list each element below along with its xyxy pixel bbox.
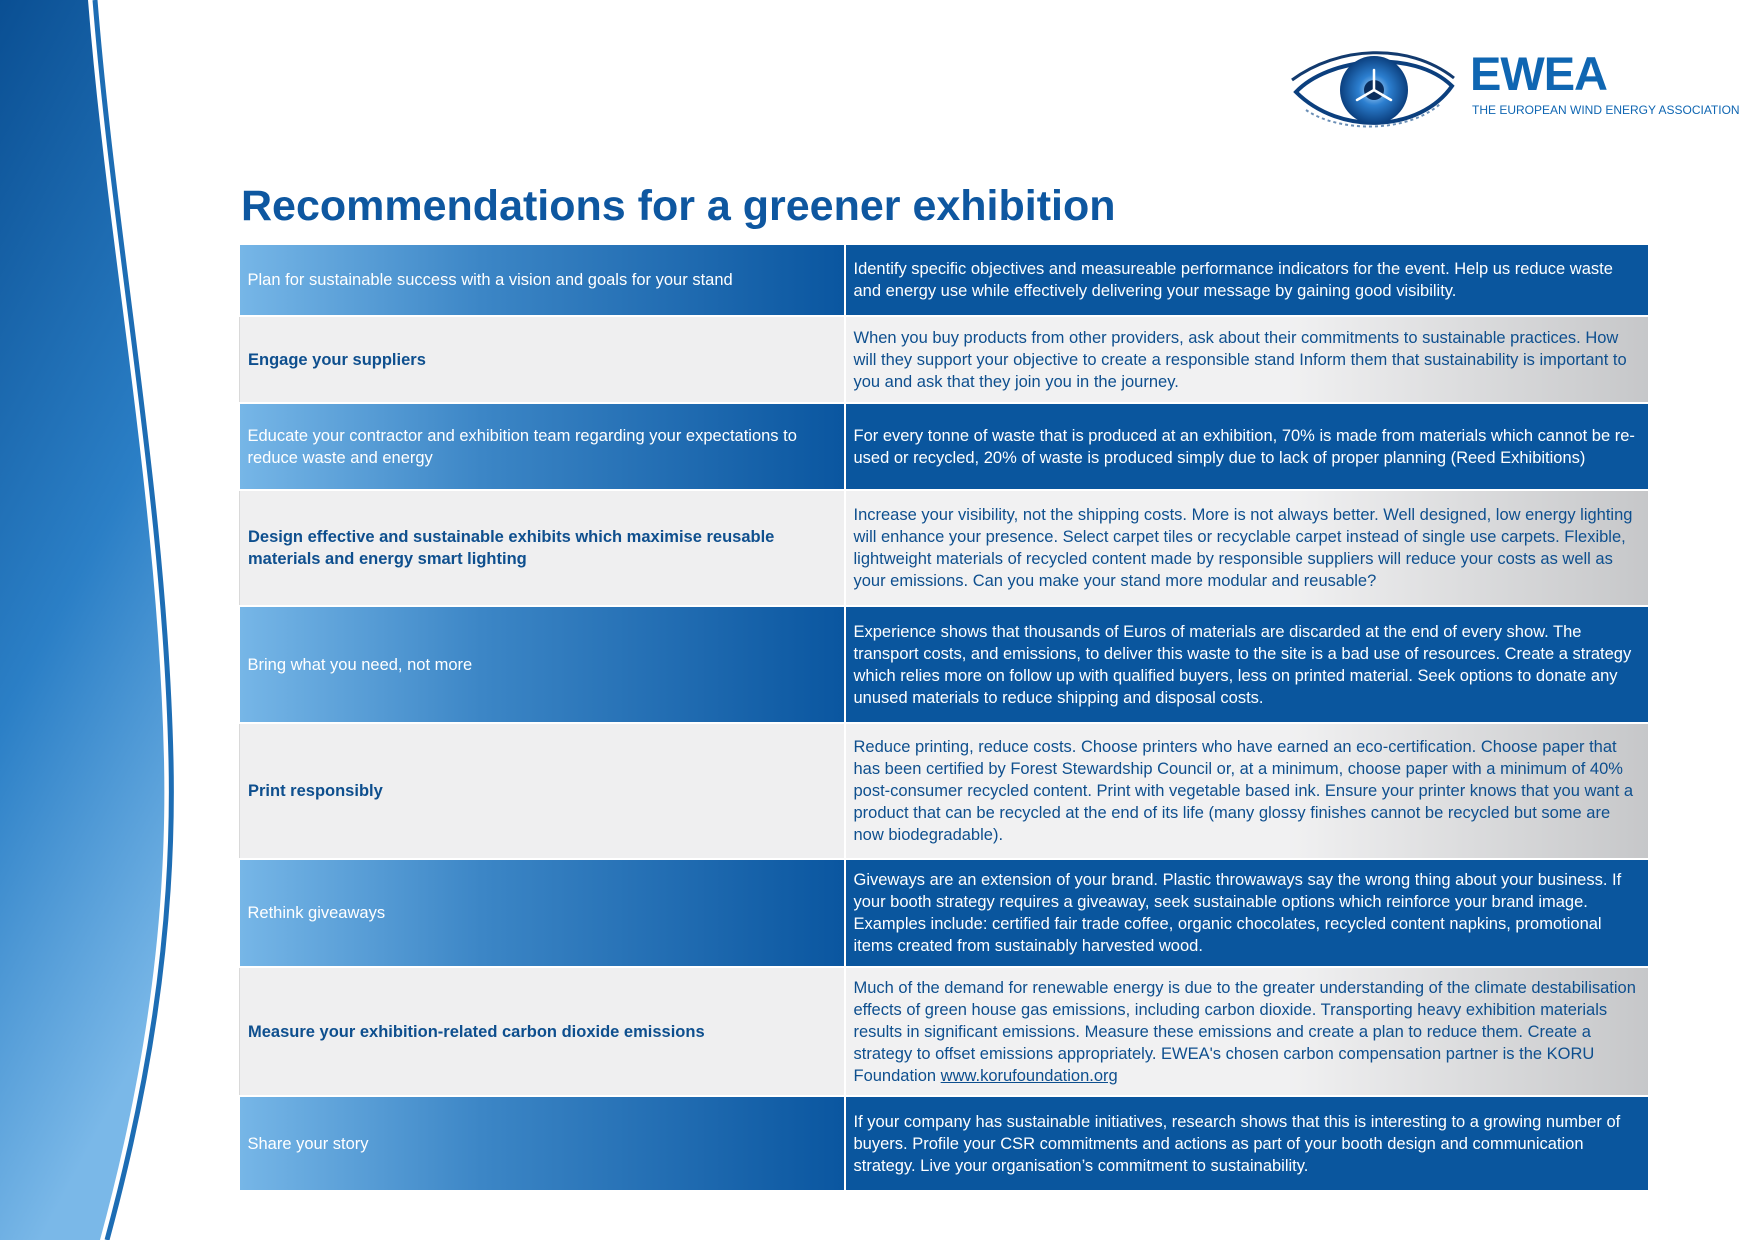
action-cell: Share your story <box>240 1096 845 1191</box>
detail-cell: If your company has sustainable initiatives, research shows that this is interesting to a growing number of buyers. Profile your CSR commitments and actions as part of your booth design and communication strategy. Live your organisation’s commitment to sustainability. <box>845 1096 1649 1191</box>
table-row <box>240 403 1649 490</box>
table-row <box>240 245 1649 316</box>
recommendations-table <box>239 245 1648 1192</box>
korufoundation-link[interactable]: www.korufoundation.org <box>940 1066 1118 1085</box>
table-row <box>240 606 1649 723</box>
logo-wordmark: EWEA <box>1470 47 1607 100</box>
action-cell: Measure your exhibition-related carbon dioxide emissions <box>240 967 845 1096</box>
detail-cell: For every tonne of waste that is produced at an exhibition, 70% is made from materials which cannot be re-used or recycled, 20% of waste is produced simply due to lack of proper planning (Reed Exhibitions) <box>845 403 1649 490</box>
eye-logo-icon <box>1288 40 1458 140</box>
table-row <box>240 316 1649 403</box>
ewea-logo <box>1288 40 1740 140</box>
detail-cell: Giveways are an extension of your brand. Plastic throwaways say the wrong thing about your business. If your booth strategy requires a giveaway, seek sustainable options which reinforce your brand image. Examples include: certified fair trade coffee, organic chocolates, recycled content napkins, promotional items created from sustainably harvested wood. <box>845 859 1649 967</box>
table-row <box>240 723 1649 859</box>
action-cell: Bring what you need, not more <box>240 606 845 723</box>
logo-tagline: THE EUROPEAN WIND ENERGY ASSOCIATION <box>1472 103 1740 117</box>
table-row <box>240 859 1649 967</box>
detail-cell <box>845 967 1649 1096</box>
table-row <box>240 967 1649 1096</box>
table-row <box>240 490 1649 606</box>
action-cell: Print responsibly <box>240 723 845 859</box>
detail-text: Much of the demand for renewable energy is due to the greater understanding of the climate destabilisation effects of green house gas emissions, including carbon dioxide. Transporting heavy exhibition materials results in significant emissions. Measure these emissions and create a plan to reduce them. Create a strategy to offset emissions appropriately. EWEA's chosen carbon compensation partner is the KORU Foundation <box>853 978 1636 1085</box>
action-cell: Design effective and sustainable exhibits which maximise reusable materials and energy smart lighting <box>240 490 845 606</box>
detail-cell: Identify specific objectives and measureable performance indicators for the event. Help us reduce waste and energy use while effectively delivering your message by gaining good visibility. <box>845 245 1649 316</box>
action-cell: Plan for sustainable success with a vision and goals for your stand <box>240 245 845 316</box>
detail-cell: When you buy products from other providers, ask about their commitments to sustainable practices. How will they support your objective to create a responsible stand Inform them that sustainability is important to you and ask that they join you in the journey. <box>845 316 1649 403</box>
table-row <box>240 1096 1649 1191</box>
action-cell: Engage your suppliers <box>240 316 845 403</box>
action-cell: Rethink giveaways <box>240 859 845 967</box>
detail-cell: Reduce printing, reduce costs. Choose printers who have earned an eco-certification. Choose paper that has been certified by Forest Stewardship Council or, at a minimum, choose paper with a minimum of 40% post-consumer recycled content. Print with vegetable based ink. Ensure your printer knows that you want a product that can be recycled at the end of its life (many glossy finishes cannot be recycled but some are now biodegradable). <box>845 723 1649 859</box>
detail-cell: Increase your visibility, not the shipping costs. More is not always better. Well designed, low energy lighting will enhance your presence. Select carpet tiles or recyclable carpet instead of single use carpets. Flexible, lightweight materials of recycled content made by responsible suppliers will reduce your costs as well as your emissions. Can you make your stand more modular and reusable? <box>845 490 1649 606</box>
action-cell: Educate your contractor and exhibition team regarding your expectations to reduce waste and energy <box>240 403 845 490</box>
decorative-swoosh <box>0 0 200 1240</box>
detail-cell: Experience shows that thousands of Euros of materials are discarded at the end of every show. The transport costs, and emissions, to deliver this waste to the site is a bad use of resources. Create a strategy which relies more on follow up with qualified buyers, less on printed material. Seek options to donate any unused materials to reduce shipping and disposal costs. <box>845 606 1649 723</box>
page-title: Recommendations for a greener exhibition <box>241 182 1116 230</box>
